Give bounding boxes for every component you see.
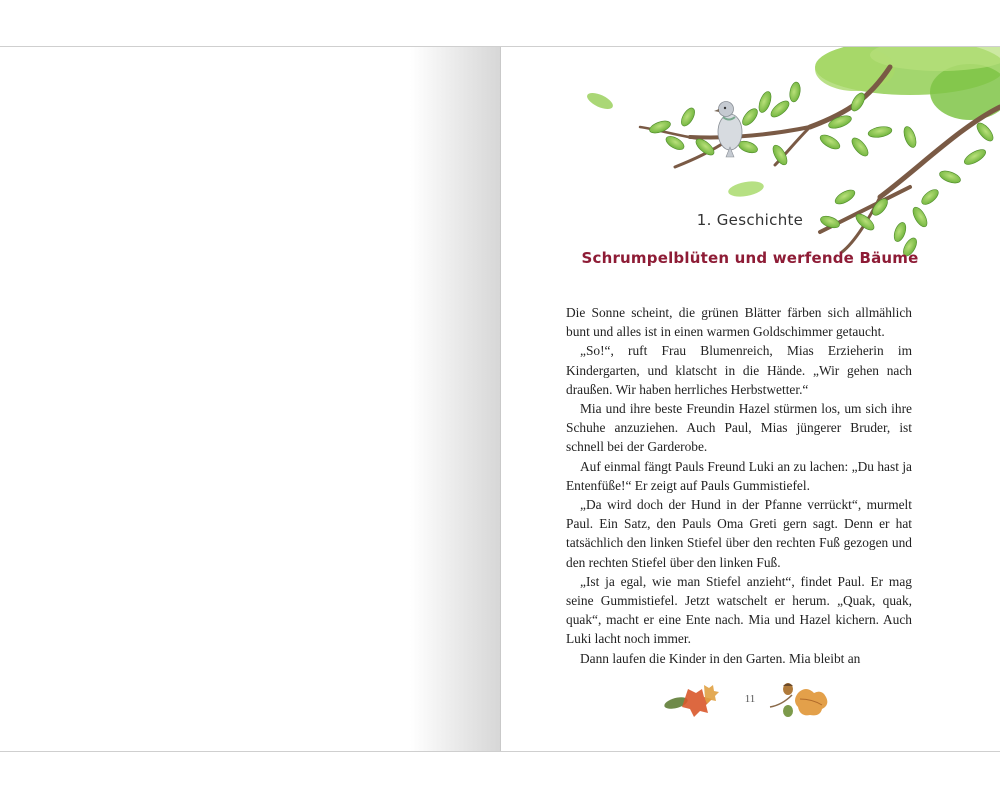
page-number: 11 (744, 693, 756, 705)
left-page (0, 47, 500, 751)
right-page (500, 47, 1000, 751)
paragraph: Dann laufen die Kinder in den Garten. Mia bleibt an (580, 650, 861, 666)
paragraph: Mia und ihre beste Freundin Hazel stürmen los, um sich ihre Schuhe anzuziehen. Auch Paul, Mias jüngerer Bruder, ist schnell bei der Garderobe. (566, 401, 912, 455)
story-text (566, 303, 912, 668)
acorn-and-oak-leaf-icon (768, 679, 834, 719)
page-footer (660, 679, 840, 719)
falling-leaf-icon (727, 179, 765, 199)
paragraph: „Da wird doch der Hund in der Pfanne verrückt“, murmelt Paul. Ein Satz, den Pauls Oma Greti gern sagt. Denn er hat tatsächlich den linken Stiefel über den rechten Fuß gezogen und den rechten Stiefel über den linken Fuß. (566, 497, 912, 570)
open-book (0, 46, 1000, 752)
chapter-number: 1. Geschichte (696, 211, 804, 229)
paragraph: „Ist ja egal, wie man Stiefel anzieht“, findet Paul. Er mag seine Gummistiefel. Jetzt watschelt er herum. „Quak, quak, quak“, macht er eine Ente nach. Mia und Hazel kichern. Auch Luki lacht noch immer. (566, 573, 912, 647)
dove-icon (714, 102, 742, 158)
paragraph: „So!“, ruft Frau Blumenreich, Mias Erzieherin im Kindergarten, und klatscht in die Hände. „Wir gehen nach draußen. Wir haben herrliches Herbstwetter.“ (566, 343, 912, 397)
paragraph: Die Sonne scheint, die grünen Blätter färben sich allmählich bunt und alles ist in einen warmen Goldschimmer getaucht. (566, 305, 912, 340)
chapter-title: Schrumpelblüten und werfende Bäume (581, 249, 919, 267)
paragraph: Auf einmal fängt Pauls Freund Luki an zu lachen: „Du hast ja Entenfüße!“ Er zeigt auf Pauls Gummistiefel. (566, 458, 912, 493)
foliage-cluster (815, 47, 1000, 120)
tree-branch-with-dove-illustration (580, 47, 1000, 262)
falling-leaf-icon (585, 90, 615, 113)
